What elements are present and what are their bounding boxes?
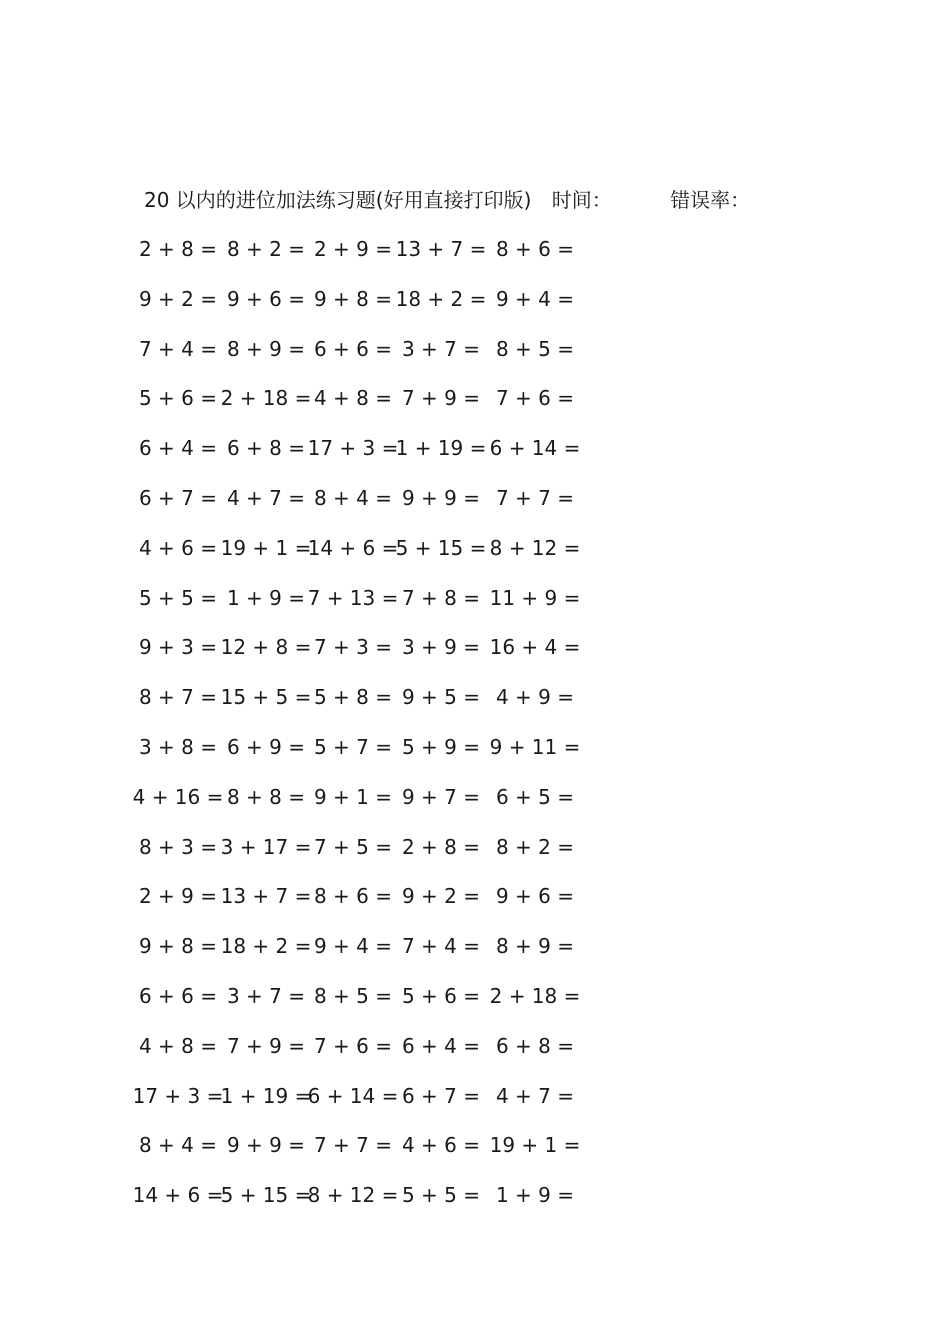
addition-problem: 5 + 15 =	[395, 535, 487, 560]
problem-row	[0, 433, 950, 483]
addition-problem: 13 + 7 =	[395, 237, 487, 261]
time-label: 时间：	[551, 188, 612, 212]
addition-problem: 6 + 7 =	[401, 1083, 481, 1108]
addition-problem: 13 + 7 =	[220, 884, 312, 909]
addition-problem: 8 + 8 =	[226, 784, 306, 809]
addition-problem: 8 + 12 =	[307, 1183, 399, 1208]
addition-problem: 6 + 4 =	[401, 1033, 481, 1058]
addition-problem: 4 + 6 =	[138, 535, 218, 560]
addition-problem: 6 + 5 =	[495, 784, 575, 809]
addition-problem: 9 + 8 =	[313, 286, 393, 311]
addition-problem: 9 + 9 =	[226, 1133, 306, 1158]
addition-problem: 12 + 8 =	[220, 635, 312, 660]
addition-problem: 5 + 9 =	[401, 734, 481, 759]
addition-problem: 9 + 2 =	[138, 286, 218, 311]
addition-problem: 4 + 8 =	[313, 386, 393, 411]
addition-problem: 9 + 8 =	[138, 934, 218, 959]
addition-problem: 6 + 6 =	[313, 336, 393, 361]
addition-problem: 3 + 17 =	[220, 834, 312, 859]
addition-problem: 3 + 8 =	[138, 734, 218, 759]
addition-problem: 9 + 5 =	[401, 685, 481, 710]
addition-problem: 8 + 5 =	[495, 336, 575, 361]
addition-problem: 2 + 9 =	[313, 237, 393, 261]
addition-problem: 8 + 4 =	[138, 1133, 218, 1158]
problem-row	[0, 682, 950, 732]
error-rate-label: 错误率：	[670, 188, 751, 212]
addition-problem: 4 + 7 =	[226, 485, 306, 510]
addition-problem: 7 + 13 =	[307, 585, 399, 610]
addition-problem: 7 + 8 =	[401, 585, 481, 610]
addition-problem: 5 + 6 =	[401, 983, 481, 1008]
addition-problem: 8 + 9 =	[495, 934, 575, 959]
addition-problem: 7 + 4 =	[401, 934, 481, 959]
addition-problem: 8 + 4 =	[313, 485, 393, 510]
problem-row	[0, 1130, 950, 1180]
addition-problem: 7 + 6 =	[495, 386, 575, 411]
problem-row	[0, 632, 950, 682]
worksheet-title: 20 以内的进位加法练习题(好用直接打印版)	[144, 188, 532, 212]
addition-problem: 7 + 6 =	[313, 1033, 393, 1058]
addition-problem: 5 + 5 =	[401, 1183, 481, 1208]
addition-problem: 1 + 9 =	[226, 585, 306, 610]
problem-row	[0, 1180, 950, 1230]
addition-problem: 6 + 8 =	[226, 436, 306, 461]
addition-problem: 14 + 6 =	[132, 1183, 224, 1208]
problem-row	[0, 383, 950, 433]
addition-problem: 6 + 14 =	[307, 1083, 399, 1108]
addition-problem: 19 + 1 =	[220, 535, 312, 560]
addition-problem: 1 + 9 =	[495, 1183, 575, 1208]
problem-row	[0, 483, 950, 533]
addition-problem: 3 + 7 =	[401, 336, 481, 361]
addition-problem: 1 + 19 =	[395, 436, 487, 461]
addition-problem: 14 + 6 =	[307, 535, 399, 560]
addition-problem: 15 + 5 =	[220, 685, 312, 710]
addition-problem: 2 + 18 =	[489, 983, 581, 1008]
addition-problem: 9 + 4 =	[313, 934, 393, 959]
addition-problem: 9 + 2 =	[401, 884, 481, 909]
addition-problem: 6 + 4 =	[138, 436, 218, 461]
addition-problem: 8 + 12 =	[489, 535, 581, 560]
addition-problem: 8 + 6 =	[495, 237, 575, 261]
addition-problem: 19 + 1 =	[489, 1133, 581, 1158]
problem-grid	[0, 234, 950, 1230]
addition-problem: 7 + 9 =	[401, 386, 481, 411]
addition-problem: 6 + 7 =	[138, 485, 218, 510]
addition-problem: 2 + 8 =	[401, 834, 481, 859]
addition-problem: 1 + 19 =	[220, 1083, 312, 1108]
addition-problem: 7 + 3 =	[313, 635, 393, 660]
addition-problem: 7 + 9 =	[226, 1033, 306, 1058]
addition-problem: 16 + 4 =	[489, 635, 581, 660]
addition-problem: 9 + 7 =	[401, 784, 481, 809]
problem-row	[0, 931, 950, 981]
addition-problem: 5 + 8 =	[313, 685, 393, 710]
addition-problem: 9 + 9 =	[401, 485, 481, 510]
addition-problem: 8 + 2 =	[226, 237, 306, 261]
addition-problem: 9 + 4 =	[495, 286, 575, 311]
addition-problem: 7 + 7 =	[313, 1133, 393, 1158]
addition-problem: 11 + 9 =	[489, 585, 581, 610]
problem-row	[0, 583, 950, 633]
addition-problem: 6 + 14 =	[489, 436, 581, 461]
addition-problem: 4 + 6 =	[401, 1133, 481, 1158]
addition-problem: 9 + 11 =	[489, 734, 581, 759]
addition-problem: 4 + 16 =	[132, 784, 224, 809]
addition-problem: 7 + 4 =	[138, 336, 218, 361]
problem-row	[0, 782, 950, 832]
worksheet-header	[144, 186, 750, 214]
addition-problem: 3 + 9 =	[401, 635, 481, 660]
problem-row	[0, 881, 950, 931]
addition-problem: 18 + 2 =	[395, 286, 487, 311]
addition-problem: 8 + 6 =	[313, 884, 393, 909]
addition-problem: 5 + 7 =	[313, 734, 393, 759]
addition-problem: 2 + 18 =	[220, 386, 312, 411]
addition-problem: 8 + 9 =	[226, 336, 306, 361]
addition-problem: 8 + 3 =	[138, 834, 218, 859]
addition-problem: 7 + 5 =	[313, 834, 393, 859]
problem-row	[0, 1081, 950, 1131]
addition-problem: 7 + 7 =	[495, 485, 575, 510]
problem-row	[0, 981, 950, 1031]
problem-row	[0, 284, 950, 334]
problem-row	[0, 334, 950, 384]
problem-row	[0, 732, 950, 782]
addition-problem: 17 + 3 =	[307, 436, 399, 461]
problem-row	[0, 1031, 950, 1081]
addition-problem: 8 + 7 =	[138, 685, 218, 710]
addition-problem: 5 + 6 =	[138, 386, 218, 411]
addition-problem: 3 + 7 =	[226, 983, 306, 1008]
addition-problem: 17 + 3 =	[132, 1083, 224, 1108]
addition-problem: 4 + 9 =	[495, 685, 575, 710]
addition-problem: 8 + 2 =	[495, 834, 575, 859]
addition-problem: 9 + 3 =	[138, 635, 218, 660]
addition-problem: 2 + 9 =	[138, 884, 218, 909]
addition-problem: 18 + 2 =	[220, 934, 312, 959]
addition-problem: 6 + 6 =	[138, 983, 218, 1008]
addition-problem: 5 + 5 =	[138, 585, 218, 610]
addition-problem: 8 + 5 =	[313, 983, 393, 1008]
addition-problem: 9 + 6 =	[495, 884, 575, 909]
addition-problem: 2 + 8 =	[138, 237, 218, 261]
addition-problem: 4 + 7 =	[495, 1083, 575, 1108]
addition-problem: 6 + 9 =	[226, 734, 306, 759]
addition-problem: 9 + 6 =	[226, 286, 306, 311]
addition-problem: 4 + 8 =	[138, 1033, 218, 1058]
addition-problem: 6 + 8 =	[495, 1033, 575, 1058]
problem-row	[0, 533, 950, 583]
addition-problem: 9 + 1 =	[313, 784, 393, 809]
addition-problem: 5 + 15 =	[220, 1183, 312, 1208]
problem-row	[0, 234, 950, 284]
problem-row	[0, 832, 950, 882]
